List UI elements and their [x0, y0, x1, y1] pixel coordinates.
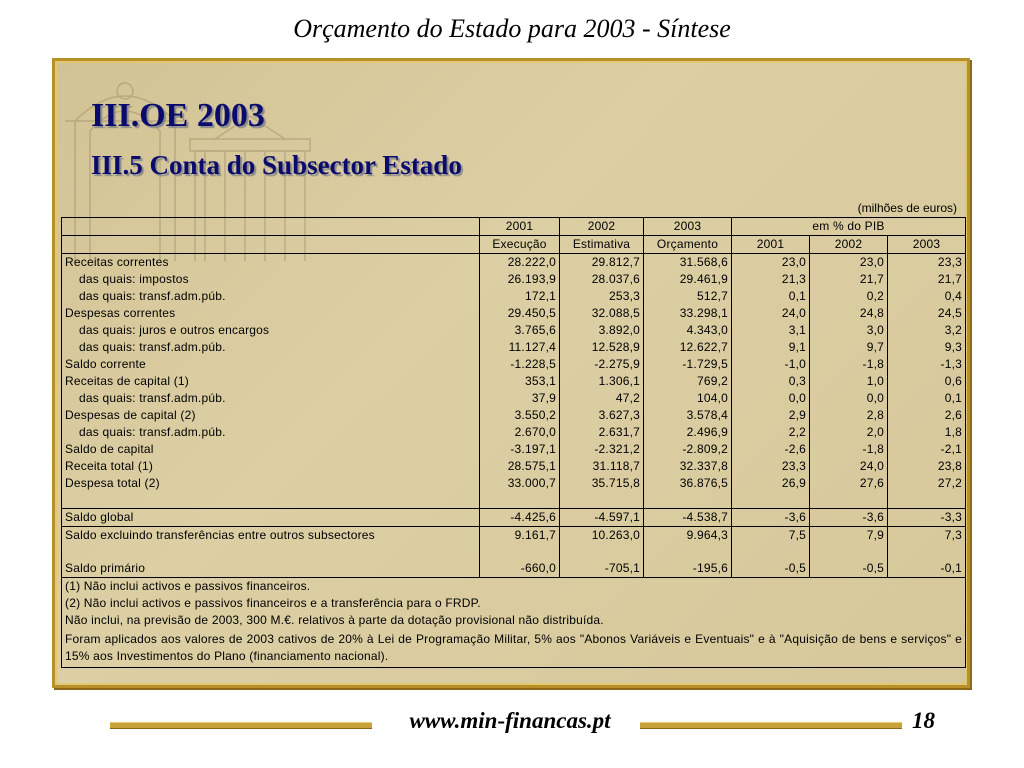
row-value: -1.729,5	[644, 356, 732, 373]
row-value: -1,3	[888, 356, 966, 373]
footnote: (2) Não inclui activos e passivos financeiros e a transferência para o FRDP.	[62, 595, 966, 612]
row-label-text: Receitas de capital (1)	[65, 374, 189, 388]
table-row	[62, 373, 966, 390]
row-value: 3,0	[810, 322, 888, 339]
row-label-text: Receita total (1)	[65, 459, 154, 473]
header-year: 2002	[560, 218, 644, 236]
row-value: 9,7	[810, 339, 888, 356]
header-sub: Estimativa	[560, 236, 644, 254]
table-row	[62, 339, 966, 356]
row-value: 37,9	[480, 390, 560, 407]
row-value: 47,2	[560, 390, 644, 407]
row-label	[62, 560, 480, 578]
row-value: 24,0	[810, 458, 888, 475]
row-value: -1,8	[810, 441, 888, 458]
row-value: 27,2	[888, 475, 966, 492]
row-value: 2,9	[732, 407, 810, 424]
table-row	[62, 390, 966, 407]
row-value: 24,8	[810, 305, 888, 322]
row-value: -2.809,2	[644, 441, 732, 458]
row-value: -705,1	[560, 560, 644, 578]
row-value: 12.528,9	[560, 339, 644, 356]
row-value: 2,2	[732, 424, 810, 441]
row-value: 28.222,0	[480, 254, 560, 272]
row-label	[62, 390, 480, 407]
row-value: 512,7	[644, 288, 732, 305]
row-value: 2.631,7	[560, 424, 644, 441]
row-label	[62, 373, 480, 390]
row-value: 1,0	[810, 373, 888, 390]
footnote: (1) Não inclui activos e passivos financeiros.	[62, 578, 966, 596]
row-label-text: das quais: transf.adm.púb.	[79, 425, 226, 439]
row-label	[62, 254, 480, 272]
content-panel	[52, 58, 970, 688]
budget-table	[61, 217, 966, 668]
row-value: 28.037,6	[560, 271, 644, 288]
row-value: 11.127,4	[480, 339, 560, 356]
row-label	[62, 407, 480, 424]
row-value: 2,8	[810, 407, 888, 424]
row-value: 23,0	[810, 254, 888, 272]
section-heading: III.OE 2003	[91, 97, 265, 134]
row-label	[62, 441, 480, 458]
row-value: -4.597,1	[560, 509, 644, 527]
section-subheading: III.5 Conta do Subsector Estado	[91, 150, 462, 180]
row-value: -1.228,5	[480, 356, 560, 373]
footnote-row	[62, 595, 966, 612]
row-label	[62, 475, 480, 492]
row-value: 0,4	[888, 288, 966, 305]
row-label	[62, 322, 480, 339]
row-label	[62, 356, 480, 373]
row-label-text: Despesas correntes	[65, 306, 176, 320]
row-value: 3,1	[732, 322, 810, 339]
row-value: 3.578,4	[644, 407, 732, 424]
row-value: -0,5	[810, 560, 888, 578]
row-label-text: das quais: transf.adm.púb.	[79, 391, 226, 405]
row-value: 2,6	[888, 407, 966, 424]
row-value: -0,5	[732, 560, 810, 578]
row-value: 104,0	[644, 390, 732, 407]
row-value: 32.337,8	[644, 458, 732, 475]
row-value: 12.622,7	[644, 339, 732, 356]
row-value: 10.263,0	[560, 527, 644, 545]
row-value: 24,5	[888, 305, 966, 322]
row-value: 0,1	[888, 390, 966, 407]
row-value: 2,0	[810, 424, 888, 441]
row-value: 2.496,9	[644, 424, 732, 441]
header-year: 2003	[644, 218, 732, 236]
spacer-row	[62, 544, 966, 560]
row-value: 21,7	[888, 271, 966, 288]
row-value: -4.425,6	[480, 509, 560, 527]
table-row	[62, 560, 966, 578]
row-value: 3.550,2	[480, 407, 560, 424]
row-value: -4.538,7	[644, 509, 732, 527]
row-value: -2.321,2	[560, 441, 644, 458]
table-row	[62, 322, 966, 339]
row-value: 24,0	[732, 305, 810, 322]
row-value: 33.298,1	[644, 305, 732, 322]
table-row	[62, 458, 966, 475]
row-value: 0,3	[732, 373, 810, 390]
row-label	[62, 509, 480, 527]
row-value: 3.627,3	[560, 407, 644, 424]
row-value: 31.118,7	[560, 458, 644, 475]
spacer-row	[62, 492, 966, 509]
row-value: 0,6	[888, 373, 966, 390]
row-label	[62, 339, 480, 356]
footer-rule-left	[110, 722, 372, 729]
table-row	[62, 288, 966, 305]
row-value: 1.306,1	[560, 373, 644, 390]
row-label-text: Saldo excluindo transferências entre outros subsectores	[65, 528, 375, 542]
table-row	[62, 407, 966, 424]
table-row	[62, 356, 966, 373]
row-value: 32.088,5	[560, 305, 644, 322]
header-row-years	[62, 218, 966, 236]
footnote: Não inclui, na previsão de 2003, 300 M.€. relativos à parte da dotação provisional não distribuída.	[62, 612, 966, 629]
row-value: 27,6	[810, 475, 888, 492]
row-value: -0,1	[888, 560, 966, 578]
row-value: 26,9	[732, 475, 810, 492]
header-year: 2001	[480, 218, 560, 236]
footnote-row	[62, 578, 966, 596]
row-value: 172,1	[480, 288, 560, 305]
row-value: -2.275,9	[560, 356, 644, 373]
row-label-text: Despesa total (2)	[65, 476, 160, 490]
footnote: Foram aplicados aos valores de 2003 cativos de 20% à Lei de Programação Militar, 5% aos "Abonos Variáveis e Eventuais" e à "Aquisição de bens e serviços" e 15% aos Investimentos do Plano (financiamento nacional).	[62, 629, 966, 668]
header-sub: 2002	[810, 236, 888, 254]
row-label	[62, 305, 480, 322]
row-value: 23,3	[732, 458, 810, 475]
row-value: -3,6	[732, 509, 810, 527]
row-label-text: Saldo corrente	[65, 357, 146, 371]
row-value: 0,0	[732, 390, 810, 407]
table-row	[62, 305, 966, 322]
header-sub: 2001	[732, 236, 810, 254]
row-value: 28.575,1	[480, 458, 560, 475]
row-label	[62, 527, 480, 545]
row-label	[62, 458, 480, 475]
row-value: 7,9	[810, 527, 888, 545]
row-value: 769,2	[644, 373, 732, 390]
table-row	[62, 441, 966, 458]
header-sub: 2003	[888, 236, 966, 254]
row-value: -3.197,1	[480, 441, 560, 458]
row-value: 353,1	[480, 373, 560, 390]
header-sub: Orçamento	[644, 236, 732, 254]
row-label-text: Receitas correntes	[65, 255, 169, 269]
row-value: 3,2	[888, 322, 966, 339]
table-row	[62, 254, 966, 272]
row-label	[62, 271, 480, 288]
row-value: 7,5	[732, 527, 810, 545]
slide-title: Orçamento do Estado para 2003 - Síntese	[293, 14, 731, 43]
footnote-row	[62, 612, 966, 629]
table-row	[62, 424, 966, 441]
row-label-text: Saldo de capital	[65, 442, 154, 456]
footer	[0, 704, 1024, 744]
row-value: 1,8	[888, 424, 966, 441]
row-value: -2,1	[888, 441, 966, 458]
row-value: 253,3	[560, 288, 644, 305]
table-row	[62, 475, 966, 492]
units-label: (milhões de euros)	[857, 201, 957, 215]
row-label-text: das quais: transf.adm.púb.	[79, 340, 226, 354]
row-value: 29.450,5	[480, 305, 560, 322]
row-value: 4.343,0	[644, 322, 732, 339]
row-value: 9.161,7	[480, 527, 560, 545]
footnote-row	[62, 629, 966, 668]
row-label-text: Despesas de capital (2)	[65, 408, 196, 422]
header-row-sub	[62, 236, 966, 254]
row-value: 36.876,5	[644, 475, 732, 492]
row-value: -3,6	[810, 509, 888, 527]
row-value: 29.461,9	[644, 271, 732, 288]
row-value: -3,3	[888, 509, 966, 527]
row-value: -1,8	[810, 356, 888, 373]
row-value: 33.000,7	[480, 475, 560, 492]
row-value: 21,3	[732, 271, 810, 288]
row-value: 7,3	[888, 527, 966, 545]
row-value: 2.670,0	[480, 424, 560, 441]
row-label-text: das quais: transf.adm.púb.	[79, 289, 226, 303]
page-number: 18	[912, 708, 935, 733]
row-value: 0,0	[810, 390, 888, 407]
row-value: -1,0	[732, 356, 810, 373]
footer-rule-right	[640, 722, 902, 729]
row-value: -660,0	[480, 560, 560, 578]
table-row	[62, 509, 966, 527]
row-value: 26.193,9	[480, 271, 560, 288]
row-value: 9,1	[732, 339, 810, 356]
table-row	[62, 271, 966, 288]
row-label-text: das quais: juros e outros encargos	[79, 323, 270, 337]
row-value: 0,2	[810, 288, 888, 305]
row-value: 35.715,8	[560, 475, 644, 492]
row-value: 31.568,6	[644, 254, 732, 272]
row-value: 23,8	[888, 458, 966, 475]
row-label	[62, 288, 480, 305]
row-label	[62, 424, 480, 441]
row-value: 23,3	[888, 254, 966, 272]
row-value: 21,7	[810, 271, 888, 288]
row-value: 3.765,6	[480, 322, 560, 339]
table-row	[62, 527, 966, 545]
website-link[interactable]: www.min-financas.pt	[409, 708, 611, 733]
row-value: -2,6	[732, 441, 810, 458]
row-value: -195,6	[644, 560, 732, 578]
row-value: 29.812,7	[560, 254, 644, 272]
row-value: 23,0	[732, 254, 810, 272]
row-label-text: Saldo global	[65, 510, 134, 524]
row-label-text: Saldo primário	[65, 561, 146, 575]
row-value: 9,3	[888, 339, 966, 356]
row-label-text: das quais: impostos	[79, 272, 189, 286]
row-value: 3.892,0	[560, 322, 644, 339]
row-value: 9.964,3	[644, 527, 732, 545]
header-pib: em % do PIB	[732, 218, 966, 236]
row-value: 0,1	[732, 288, 810, 305]
header-sub: Execução	[480, 236, 560, 254]
